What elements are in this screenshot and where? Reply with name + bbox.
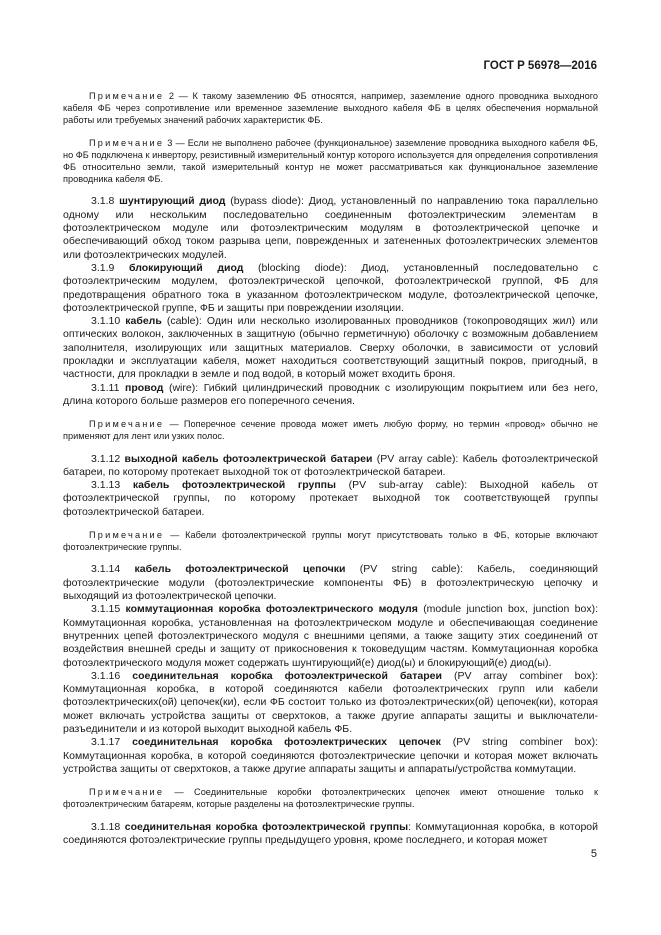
term-definition (63, 195, 598, 261)
term-name: соединительная коробка фотоэлектрических цепочек (132, 736, 441, 749)
term-name: провод (124, 381, 164, 394)
definition-text: (PV string combiner box): Коммутационная коробка, в которой соединяются фотоэлектрические цепочки и которая может включать устройства защиты от сверхтоков, а также другие аппараты защиты и аппараты/устройства коммутации. (63, 736, 599, 775)
term-definition (63, 479, 598, 519)
note-text: — К такому заземлению ФБ относятся, например, заземление одного проводника выходного кабеля ФБ через сопротивление или временное заземление выходного кабеля ФБ в целях обеспечения нормальной работы или требуемых значений рабочих характеристик ФБ. (63, 91, 598, 126)
note-paragraph (63, 529, 598, 553)
term-definition (63, 453, 598, 480)
note-text: — Поперечное сечение провода может иметь любую форму, но термин «провод» обычно не применяют для лент или узких полос. (63, 419, 598, 442)
definition-text: (cable): Один или несколько изолированных проводников (токопроводящих жил) или оптических волокон, заключенных в защитную (обычно герметичную) оболочку с возможным добавлением заполнителя, изолирующих или защитных материалов. Сверху оболочки, в зависимости от условий прокладки и эксплуатации кабеля, может находиться соответствующий защитный покров, пригодный, в частности, для прокладки в земле и под водой, в который может входить броня. (63, 315, 598, 381)
clause-number: 3.1.14 (91, 563, 121, 576)
note-number: 3 (167, 137, 173, 148)
note-label: Примечание (89, 530, 165, 541)
note-text: — Кабели фотоэлектрической группы могут присутствовать только в ФБ, которые включают фотоэлектрические группы. (63, 530, 598, 553)
term-definition (63, 821, 598, 848)
clause-number: 3.1.9 (91, 261, 115, 274)
definition-text: (PV array combiner box): Коммутационная коробка, в которой соединяются кабели фотоэлектрических групп или кабели фотоэлектрических(ой) цепочек(ки), если ФБ состоит только из фотоэлектрических(ой) цепочек(ки), которая может включать устройства защиты от сверхтоков, а также другие аппараты защиты и выключатели-разъединители и из которой выходит выходной кабель ФБ. (63, 669, 598, 736)
note-label: Примечание (89, 137, 165, 148)
definition-text: (bypass diode): Диод, установленный по направлению тока параллельно одному или нескольким последовательно соединенным фотоэлектрическим элементам в фотоэлектрическом модуле или фотоэлектрическим модулям в фотоэлектрической цепочке и обеспечивающий обход током разрыва цепи, поврежденных и затененных фотоэлектрических элементов или фотоэлектрических модулей. (63, 195, 598, 261)
term-definition (63, 563, 598, 603)
clause-number: 3.1.10 (91, 315, 121, 328)
definition-text: (PV array cable): Кабель фотоэлектрической батареи, по которому протекает выходной ток от фотоэлектрической батареи. (63, 452, 598, 478)
clause-number: 3.1.17 (91, 736, 121, 749)
clause-number: 3.1.11 (91, 381, 120, 394)
clause-number: 3.1.8 (91, 195, 115, 208)
term-definition (63, 262, 598, 315)
term-name: соединительная коробка фотоэлектрической батареи (132, 669, 442, 682)
term-name: блокирующий диод (128, 261, 244, 274)
note-text: — Если не выполнено рабочее (функциональное) заземление проводника выходного кабеля ФБ, но ФБ подключена к инвертору, резистивный измерительный контур которого используется для определения сопротивления ФБ относительно земли, такой измерительный контур не может рассматриваться как функциональное заземление проводника кабеля ФБ. (63, 137, 598, 185)
definition-text: (blocking diode): Диод, установленный последовательно с фотоэлектрическим модулем, фотоэлектрической цепочкой, фотоэлектрической группой, ФБ для предотвращения обратного тока в указанном фотоэлектрическом модуле, фотоэлектрической цепочке, фотоэлектрической группе, ФБ и защиты при повреждении изоляции. (63, 261, 598, 314)
term-name: шунтирующий диод (119, 195, 226, 208)
definition-text: : Коммутационная коробка, в которой соединяются фотоэлектрические группы предыдущего уровня, кроме последнего, и которая может (63, 820, 598, 846)
note-label: Примечание (89, 419, 165, 430)
definition-text: (module junction box, junction box): Коммутационная коробка, установленная на фотоэлектрическом модуле и обеспечивающая соединение внутренних цепей фотоэлектрического модуля с внешними цепями, а также защиту этих соединений от воздействия внешней среды и защиту от прикосновения к токоведущим частям. Коммутационная коробка фотоэлектрического модуля может содержать шунтирующий(е) диод(ы) и блокирующий(е) диод(ы). (63, 603, 599, 669)
page-body (63, 80, 598, 847)
note-text: — Соединительные коробки фотоэлектрических цепочек имеют отношение только к фотоэлектрическим батареям, которые разделены на фотоэлектрические группы. (63, 787, 598, 810)
clause-number: 3.1.12 (91, 452, 121, 465)
page-number: 5 (590, 848, 597, 860)
term-definition (63, 736, 598, 776)
definition-text: (PV sub-array cable): Выходной кабель от фотоэлектрической группы, по которому протекает выходной ток соответствующей группы фотоэлектрической батареи. (63, 479, 599, 518)
term-definition (63, 315, 598, 381)
term-name: выходной кабель фотоэлектрической батареи (124, 452, 373, 465)
term-name: соединительная коробка фотоэлектрической группы (124, 820, 409, 833)
note-paragraph (63, 90, 598, 127)
term-definition (63, 382, 598, 409)
term-definition (63, 603, 598, 669)
note-label: Примечание (89, 787, 165, 798)
note-paragraph (63, 786, 598, 810)
term-name: коммутационная коробка фотоэлектрического модуля (125, 603, 418, 616)
term-name: кабель фотоэлектрической цепочки (134, 563, 346, 576)
document-code: ГОСТ Р 56978—2016 (483, 60, 597, 72)
clause-number: 3.1.16 (91, 669, 121, 682)
definition-text: (wire): Гибкий цилиндрический проводник с изолирующим покрытием или без него, длина которого больше размеров его поперечного сечения. (63, 381, 598, 407)
term-name: кабель фотоэлектрической группы (132, 479, 336, 492)
term-name: кабель (125, 315, 162, 328)
clause-number: 3.1.18 (91, 820, 121, 833)
definition-text: (PV string cable): Кабель, соединяющий фотоэлектрические модули (фотоэлектрические компоненты ФБ) в фотоэлектрическую цепочку и выходящий из фотоэлектрической цепочки. (63, 563, 598, 603)
note-label: Примечание (89, 91, 165, 101)
clause-number: 3.1.15 (91, 603, 121, 616)
term-definition (63, 670, 598, 736)
clause-number: 3.1.13 (91, 479, 121, 492)
note-paragraph (63, 137, 598, 186)
note-number: 2 (168, 91, 174, 101)
note-paragraph (63, 418, 598, 442)
